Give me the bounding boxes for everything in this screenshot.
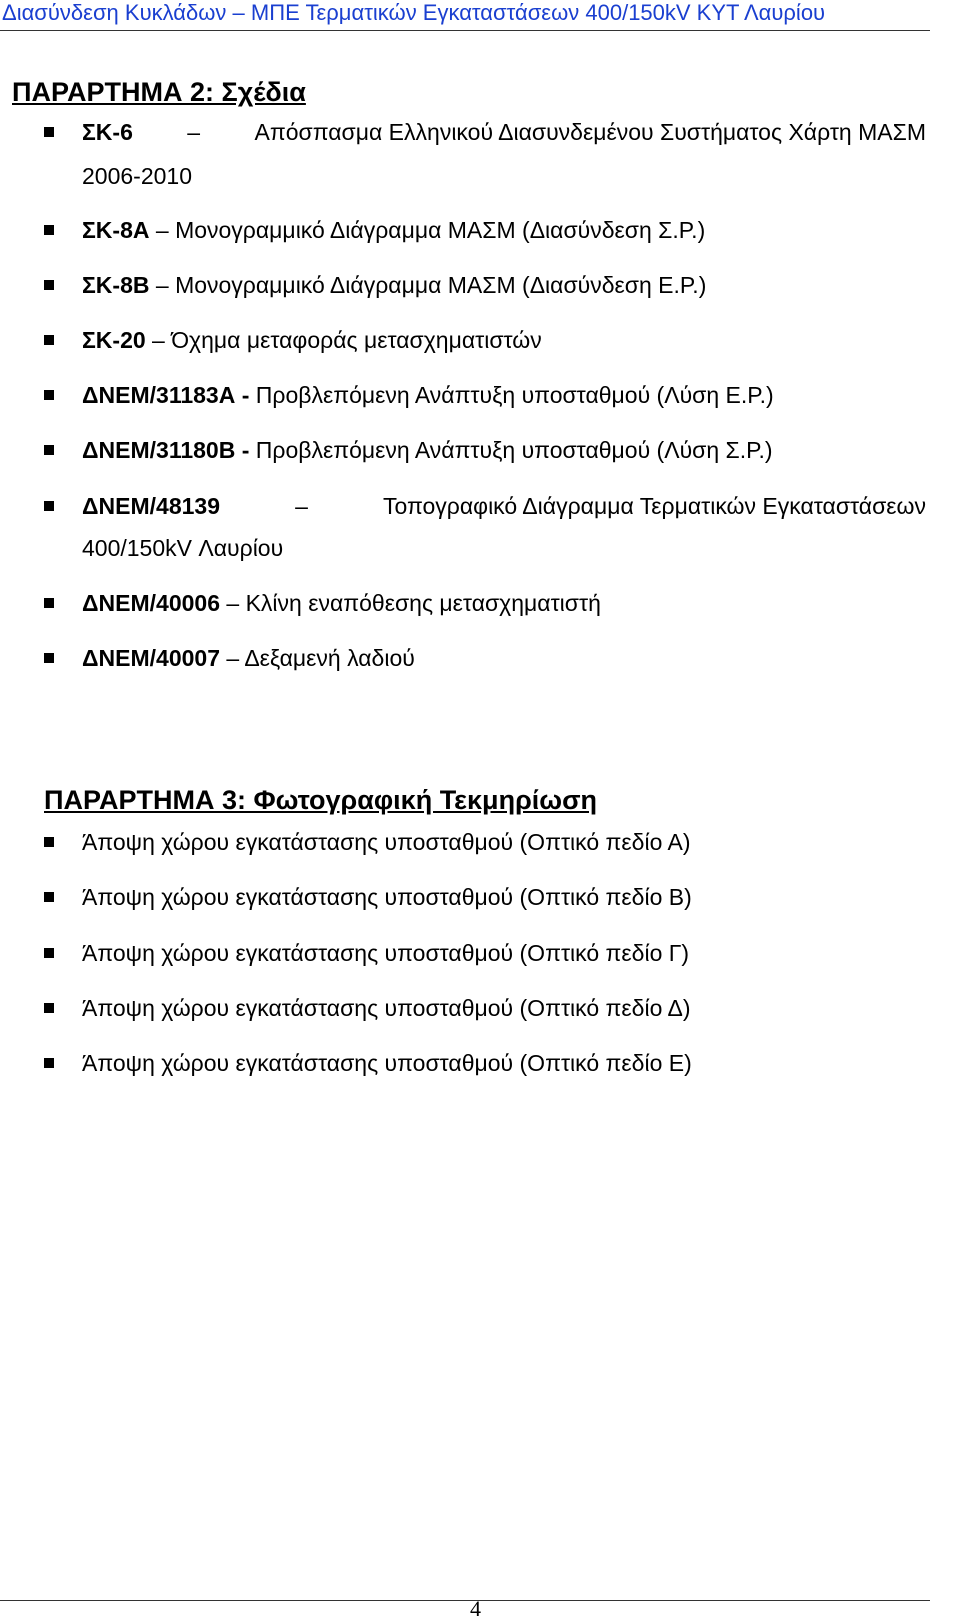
item-description: Δεξαμενή λαδιού — [244, 645, 415, 671]
bullet-icon — [44, 1003, 54, 1013]
item-description: Απόσπασμα Ελληνικού Διασυνδεμένου Συστήματος Χάρτη ΜΑΣΜ — [254, 119, 926, 145]
bullet-icon — [44, 445, 54, 455]
annex-2-title: ΠΑΡΑΡΤΗΜΑ 2: Σχέδια — [12, 77, 306, 107]
item-separator: – — [187, 119, 201, 145]
drawing-code: ΔΝΕΜ/48139 — [82, 493, 220, 519]
annex-2-item-sk8b — [82, 271, 706, 299]
item-description: Τοπογραφικό Διάγραμμα Τερματικών Εγκαταστάσεων — [382, 493, 926, 519]
item-description: Όχημα μεταφοράς μετασχηματιστών — [171, 327, 542, 353]
running-header: Διασύνδεση Κυκλάδων – ΜΠΕ Τερματικών Εγκαταστάσεων 400/150kV ΚΥΤ Λαυρίου — [2, 0, 826, 25]
annex-3-title: ΠΑΡΑΡΤΗΜΑ 3: Φωτογραφική Τεκμηρίωση — [44, 785, 598, 815]
drawing-code: ΣΚ-8Β — [82, 272, 150, 298]
annex-3-item: Άποψη χώρου εγκατάστασης υποσταθμού (Οπτικό πεδίο Ε) — [82, 1050, 692, 1076]
bullet-icon — [44, 1058, 54, 1068]
drawing-code: ΣΚ-6 — [82, 119, 133, 145]
annex-3-item: Άποψη χώρου εγκατάστασης υποσταθμού (Οπτικό πεδίο Δ) — [82, 995, 691, 1021]
annex-3-item: Άποψη χώρου εγκατάστασης υποσταθμού (Οπτικό πεδίο Γ) — [82, 940, 690, 966]
drawing-code: ΔΝΕΜ/31183Α — [82, 382, 236, 408]
annex-3-item: Άποψη χώρου εγκατάστασης υποσταθμού (Οπτικό πεδίο Α) — [82, 829, 691, 855]
drawing-code: ΣΚ-20 — [82, 327, 146, 353]
bullet-icon — [44, 892, 54, 902]
item-description: Προβλεπόμενη Ανάπτυξη υποσταθμού (Λύση Σ.Ρ.) — [255, 437, 773, 463]
item-separator: - — [241, 382, 250, 408]
annex-2-item-dnem-31180b — [82, 436, 773, 464]
drawing-code: ΔΝΕΜ/40007 — [82, 645, 220, 671]
annex-2-item-sk20 — [82, 326, 542, 354]
item-description: Κλίνη εναπόθεσης μετασχηματιστή — [245, 590, 601, 616]
annex-2-item-sk8a — [82, 216, 705, 244]
bullet-icon — [44, 948, 54, 958]
bullet-icon — [44, 390, 54, 400]
item-separator: – — [226, 645, 240, 671]
item-description: Μονογραμμικό Διάγραμμα ΜΑΣΜ (Διασύνδεση Ε.Ρ.) — [175, 272, 707, 298]
bullet-icon — [44, 127, 54, 137]
item-separator: - — [241, 437, 250, 463]
bullet-icon — [44, 335, 54, 345]
footer-rule — [0, 1600, 930, 1601]
bullet-icon — [44, 598, 54, 608]
item-separator: – — [226, 590, 240, 616]
drawing-code: ΔΝΕΜ/40006 — [82, 590, 220, 616]
item-separator: – — [152, 327, 165, 353]
annex-2-item-dnem-40007 — [82, 644, 415, 672]
bullet-icon — [44, 837, 54, 847]
bullet-icon — [44, 501, 54, 511]
item-separator: – — [155, 272, 169, 298]
bullet-icon — [44, 653, 54, 663]
annex-2-item-sk6 — [82, 118, 926, 146]
page-number: 4 — [470, 1596, 481, 1621]
annex-2-item-dnem-48139 — [82, 492, 926, 520]
annex-2-item-dnem-40006 — [82, 589, 601, 617]
bullet-icon — [44, 280, 54, 290]
bullet-icon — [44, 225, 54, 235]
annex-3-item: Άποψη χώρου εγκατάστασης υποσταθμού (Οπτικό πεδίο Β) — [82, 884, 692, 910]
item-description: Μονογραμμικό Διάγραμμα ΜΑΣΜ (Διασύνδεση Σ.Ρ.) — [175, 217, 706, 243]
item-separator: – — [295, 493, 308, 519]
item-continuation: 400/150kV Λαυρίου — [82, 535, 284, 561]
drawing-code: ΔΝΕΜ/31180Β — [82, 437, 236, 463]
drawing-code: ΣΚ-8Α — [82, 217, 150, 243]
annex-2-item-dnem-31183a — [82, 381, 774, 409]
header-rule — [0, 30, 930, 31]
item-continuation: 2006-2010 — [82, 163, 192, 189]
item-separator: – — [155, 217, 169, 243]
item-description: Προβλεπόμενη Ανάπτυξη υποσταθμού (Λύση Ε.Ρ.) — [255, 382, 774, 408]
